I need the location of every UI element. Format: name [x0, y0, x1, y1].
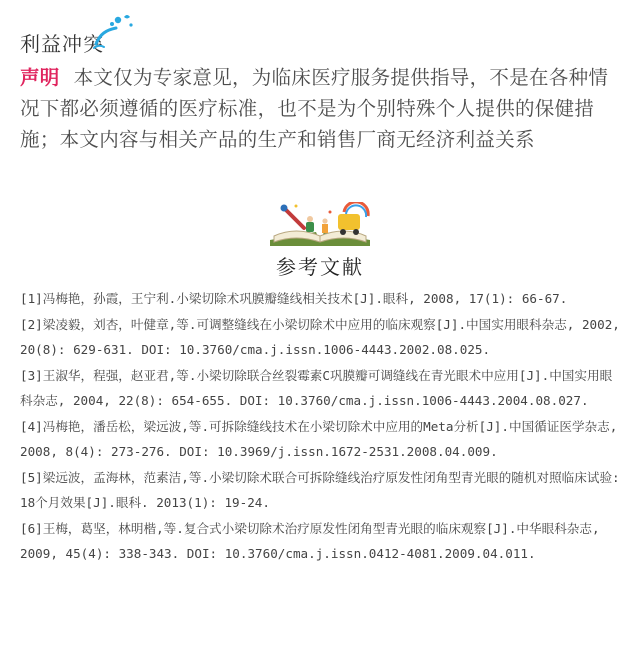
- conflict-of-interest-header: [20, 12, 150, 54]
- disclaimer-statement: [20, 62, 626, 155]
- reference-item-5: [5]梁远波，孟海林，范素洁,等.小梁切除术联合可拆除缝线治疗原发性闭角型青光眼的随机对照临床试验: 18个月效果[J].眼科. 2013(1): 19-24.: [20, 469, 620, 510]
- statement-label: 声明: [20, 66, 60, 89]
- water-splash-icon: [92, 12, 140, 52]
- statement-text: 本文仅为专家意见，为临床医疗服务提供指导，不是在各种情况下都必须遵循的医疗标准，也不是为个别特殊个人提供的保健措施；本文内容与相关产品的生产和销售厂商无经济利益关系: [20, 66, 609, 151]
- reference-item-3: [3]王淑华，程强，赵亚君,等.小梁切除联合丝裂霉素C巩膜瓣可调缝线在青光眼术中应用[J].中国实用眼科杂志, 2004, 22(8): 654-655. DOI: 10.3760/cma.j.issn.1006-4443.2004.08.027.: [20, 367, 613, 408]
- reference-item-4: [4]冯梅艳，潘岳松，梁远波,等.可拆除缝线技术在小梁切除术中应用的Meta分析[J].中国循证医学杂志, 2008, 8(4): 273-276. DOI: 10.3969/j.issn.1672-2531.2008.04.009.: [20, 418, 618, 459]
- reference-list: [20, 286, 624, 567]
- open-book-illustration-icon: [264, 202, 376, 248]
- reference-item-1: [1]冯梅艳，孙霞，王宁利.小梁切除术巩膜瓣缝线相关技术[J].眼科, 2008, 17(1): 66-67.: [20, 291, 568, 306]
- reference-item-2: [2]梁凌毅，刘杏，叶健章,等.可调整缝线在小梁切除术中应用的临床观察[J].中国实用眼科杂志, 2002, 20(8): 629-631. DOI: 10.3760/cma.j.issn.1006-4443.2002.08.025.: [20, 316, 620, 357]
- references-heading: 参考文献: [276, 255, 364, 279]
- conflict-of-interest-title: 利益冲突: [20, 32, 104, 56]
- reference-item-6: [6]王梅，葛坚，林明楷,等.复合式小梁切除术治疗原发性闭角型青光眼的临床观察[J].中华眼科杂志, 2009, 45(4): 338-343. DOI: 10.3760/cma.j.issn.0412-4081.2009.04.011.: [20, 520, 600, 561]
